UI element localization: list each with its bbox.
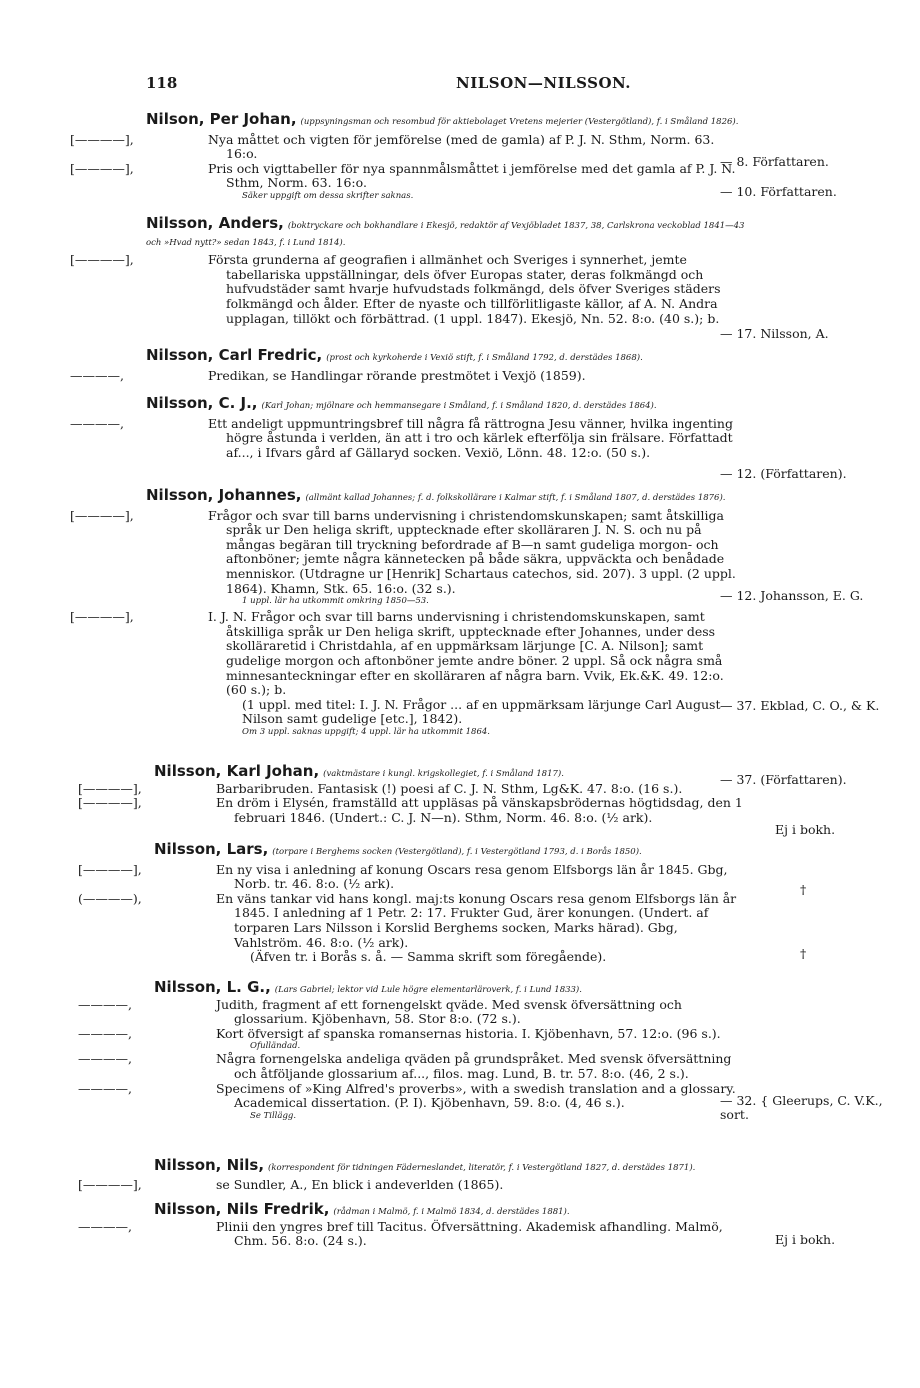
running-head: NILSON—NILSSON. bbox=[456, 74, 632, 92]
work-text: En ny visa i anledning af konung Oscars resa genom Elfsborgs län år 1845. Gbg, Norb. tr. 46. 8:o. (½ ark). bbox=[215, 861, 728, 892]
price-publisher: — 32. { Gleerups, C. V.K., sort. bbox=[720, 1093, 883, 1122]
author-name: Nilsson, Nils, bbox=[154, 1156, 265, 1174]
price-publisher: — 37. (Författaren). bbox=[720, 772, 847, 787]
author-bio: (korrespondent för tidningen Fäderneslandet, literatör, f. i Vestergötland 1827, d. derstädes 1871). bbox=[268, 1163, 696, 1173]
work-text: En dröm i Elysén, framställd att uppläsas på vänskapsbrödernas högtidsdag, den 1 februari 1846. (Undert.: C. J. N—n). Sthm, Norm. 46. 8:o. (½ ark). bbox=[215, 795, 743, 825]
work-marker: ————, bbox=[70, 415, 124, 431]
work-marker: ————, bbox=[78, 1025, 132, 1041]
entry-note: Ofulländad. bbox=[250, 1041, 301, 1052]
author-name: Nilsson, Karl Johan, bbox=[154, 762, 320, 780]
work-item bbox=[70, 507, 748, 597]
entry-note: Säker uppgift om dessa skrifter saknas. bbox=[242, 190, 414, 201]
entry bbox=[70, 486, 748, 738]
entry bbox=[78, 840, 748, 965]
work-item bbox=[78, 1080, 748, 1111]
work-marker: [————], bbox=[78, 861, 142, 877]
entry-note: Se Tillägg. bbox=[250, 1110, 297, 1121]
work-item bbox=[78, 795, 748, 825]
work-marker: [————], bbox=[70, 507, 134, 523]
work-text: se Sundler, A., En blick i andeverlden (1865). bbox=[215, 1176, 504, 1192]
entry bbox=[70, 394, 748, 460]
entry bbox=[70, 214, 748, 326]
price-publisher: Ej i bokh. bbox=[775, 1232, 836, 1247]
work-text: Nya måttet och vigten för jemförelse (med de gamla) af P. J. N. Sthm, Norm. 63. 16:o. bbox=[207, 131, 715, 162]
work-text: Barbaribruden. Fantasisk (!) poesi af C. J. N. Sthm, Lg&K. 47. 8:o. (16 s.). bbox=[215, 780, 683, 796]
author-bio: (rådman i Malmö, f. i Malmö 1834, d. derstädes 1881). bbox=[333, 1207, 570, 1217]
work-item bbox=[78, 780, 748, 797]
page-number: 118 bbox=[146, 74, 178, 92]
author-name: Nilson, Per Johan, bbox=[146, 110, 297, 128]
work-item bbox=[78, 1025, 748, 1042]
work-text: Plinii den yngres bref till Tacitus. Öfversättning. Akademisk afhandling. Malmö, Chm. 56. 8:o. (24 s.). bbox=[215, 1218, 723, 1249]
price-publisher: — 37. Ekblad, C. O., & K. bbox=[720, 698, 880, 713]
work-text: Några fornengelska andeliga qväden på grundspråket. Med svensk öfversättning och åtföljande glossarium af..., filos. mag. Lund, B. tr. 57. 8:o. (46, 2 s.). bbox=[215, 1051, 732, 1081]
work-marker: ————, bbox=[78, 996, 132, 1012]
author-name: Nilsson, Nils Fredrik, bbox=[154, 1200, 330, 1218]
work-item bbox=[70, 252, 748, 326]
work-item bbox=[70, 415, 748, 461]
price-publisher: † bbox=[800, 882, 807, 897]
author-bio: (Lars Gabriel; lektor vid Lule högre elementarläroverk, f. i Lund 1833). bbox=[274, 985, 582, 995]
work-marker: [————], bbox=[70, 131, 134, 147]
work-text: Pris och vigttabeller för nya spannmålsmåttet i jemförelse med det gamla af P. J. N. Sthm, Norm. 63. 16:o. bbox=[207, 160, 736, 191]
work-item bbox=[78, 861, 748, 892]
entry bbox=[78, 1200, 748, 1249]
work-marker: ————, bbox=[78, 1218, 132, 1234]
author-bio: (torpare i Berghems socken (Vestergötland), f. i Vestergötland 1793, d. i Borås 1850). bbox=[272, 847, 642, 857]
work-marker: ————, bbox=[78, 1080, 132, 1096]
work-item bbox=[78, 1176, 748, 1193]
work-marker: [————], bbox=[70, 609, 134, 625]
work-text: Frågor och svar till barns undervisning i christendomskunskapen; samt åtskilliga språk ur Den heliga skrift, upptecknade efter skolläraren J. N. S. och nu på mångas begäran till tryckning befordrade af B—n samt gudeliga morgon- och aftonböner; jemte några kännetecken på både säkra, uppväckta och benådade menniskor. (Utdragne ur [Henrik] Schartaus catechos, sid. 207). 3 uppl. (2 uppl. 1864). Khamn, Stk. 65. 16:o. (32 s.). bbox=[207, 507, 736, 596]
work-text: Predikan, se Handlingar rörande prestmötet i Vexjö (1859). bbox=[207, 367, 586, 383]
work-text: Judith, fragment af ett fornengelskt qväde. Med svensk öfversättning och glossarium. Kjöbenhavn, 58. Stor 8:o. (72 s.). bbox=[215, 996, 682, 1027]
work-extra: (Äfven tr. i Borås s. å. — Samma skrift som föregående). bbox=[250, 949, 607, 965]
author-name: Nilsson, C. J., bbox=[146, 394, 258, 412]
entry-note: Om 3 uppl. saknas uppgift; 4 uppl. lär ha utkommit 1864. bbox=[242, 726, 490, 737]
work-item bbox=[70, 609, 748, 698]
author-name: Nilsson, Carl Fredric, bbox=[146, 346, 323, 364]
work-marker: [————], bbox=[78, 795, 142, 811]
work-text: Kort öfversigt af spanska romansernas historia. I. Kjöbenhavn, 57. 12:o. (96 s.). bbox=[215, 1025, 721, 1041]
work-text: Ett andeligt uppmuntringsbref till några få rättrogna Jesu vänner, hvilka ingenting högre åstunda i verlden, än att i tro och kärlek efterfölja sin frälsare. Författadt af..., i Ifvars gård af Gällaryd socken. Vexiö, Lönn. 48. 12:o. (50 s.). bbox=[207, 415, 733, 460]
work-item bbox=[70, 160, 748, 191]
work-extra: (1 uppl. med titel: I. J. N. Frågor ... af en uppmärksam lärjunge Carl August Nilson samt gudelige [etc.], 1842). bbox=[242, 696, 721, 727]
work-item bbox=[70, 131, 748, 162]
price-publisher: Ej i bokh. bbox=[775, 822, 836, 837]
entry bbox=[70, 346, 748, 383]
author-bio: (uppsyningsman och resombud för aktiebolaget Vretens mejerier (Vestergötland), f. i Småland 1826). bbox=[300, 117, 739, 127]
author-name: Nilsson, L. G., bbox=[154, 978, 271, 996]
price-publisher: — 17. Nilsson, A. bbox=[720, 326, 829, 341]
work-marker: [————], bbox=[78, 1176, 142, 1192]
price-publisher: — 12. (Författaren). bbox=[720, 466, 847, 481]
author-name: Nilsson, Lars, bbox=[154, 840, 269, 858]
work-marker: [————], bbox=[70, 160, 134, 176]
author-bio: (boktryckare och bokhandlare i Ekesjö, redaktör af Vexjöbladet 1837, 38, Carlskrona veckoblad 1841—43 och »Hvad nytt?» sedan 1843, f. i Lund 1814). bbox=[146, 221, 745, 248]
page-header bbox=[146, 74, 860, 96]
price-publisher: — 12. Johansson, E. G. bbox=[720, 588, 864, 603]
work-marker: ————, bbox=[78, 1051, 132, 1067]
work-item bbox=[78, 1051, 748, 1081]
price-publisher: † bbox=[800, 946, 807, 961]
work-item bbox=[78, 890, 748, 950]
price-publisher: — 8. Författaren. bbox=[720, 154, 829, 169]
work-text: Första grunderna af geografien i allmänhet och Sveriges i synnerhet, jemte tabellariska uppställningar, dels öfver Europas stater, deras folkmängd och hufvudstäder samt hvarje hufvudstads folkmängd, dels öfver Sveriges städers folkmängd och ålder. Efter de nyaste och tillförlitligaste källor, af A. N. Andra upplagan, tillökt och förbättrad. (1 uppl. 1847). Ekesjö, Nn. 52. 8:o. (40 s.); b. bbox=[207, 252, 721, 326]
entry-note: 1 uppl. lär ha utkommit omkring 1850—53. bbox=[242, 596, 429, 607]
author-name: Nilsson, Johannes, bbox=[146, 486, 302, 504]
entry bbox=[70, 110, 748, 202]
work-item bbox=[78, 996, 748, 1027]
work-marker: [————], bbox=[78, 780, 142, 796]
entry bbox=[78, 978, 748, 1122]
entry bbox=[78, 762, 748, 825]
price-publisher: — 10. Författaren. bbox=[720, 184, 837, 199]
work-text: I. J. N. Frågor och svar till barns undervisning i christendomskunskapen, samt åtskilliga språk ur Den heliga skrift, upptecknade efter Johannes, under dess skolläraretid i Christdahla, af en uppmärksam lärjunge [C. A. Nilson]; samt gudelige morgon och aftonböner jemte andre böner. 2 uppl. Så ock några små minnesanteckningar efter en skolläraren af några barn. Vvik, Ek.&K. 49. 12:o. (60 s.); b. bbox=[207, 609, 724, 698]
work-item bbox=[78, 1218, 748, 1249]
work-item bbox=[70, 367, 748, 384]
work-marker: ————, bbox=[70, 367, 124, 383]
author-bio: (allmänt kallad Johannes; f. d. folkskollärare i Kalmar stift, f. i Småland 1807, d. derstädes 1876). bbox=[305, 493, 726, 503]
author-bio: (Karl Johan; mjölnare och hemmansegare i Småland, f. i Småland 1820, d. derstädes 1864). bbox=[261, 401, 657, 411]
work-marker: [————], bbox=[70, 252, 134, 268]
author-bio: (prost och kyrkoherde i Vexiö stift, f. i Småland 1792, d. derstädes 1868). bbox=[326, 353, 643, 363]
author-name: Nilsson, Anders, bbox=[146, 214, 284, 232]
work-text: Specimens of »King Alfred's proverbs», with a swedish translation and a glossary. Academical dissertation. (P. I). Kjöbenhavn, 59. 8:o. (4, 46 s.). bbox=[215, 1080, 736, 1111]
author-bio: (vaktmästare i kungl. krigskollegiet, f. i Småland 1817). bbox=[323, 769, 564, 779]
work-marker: (————), bbox=[78, 890, 142, 906]
entry bbox=[78, 1156, 748, 1192]
work-text: En väns tankar vid hans kongl. maj:ts konung Oscars resa genom Elfsborgs län år 1845. I anledning af 1 Petr. 2: 17. Frukter Gud, ärer konungen. (Undert. af torparen Lars Nilsson i Korslid Berghems socken, Marks härad). Gbg, Vahlström. 46. 8:o. (½ ark). bbox=[215, 890, 737, 950]
